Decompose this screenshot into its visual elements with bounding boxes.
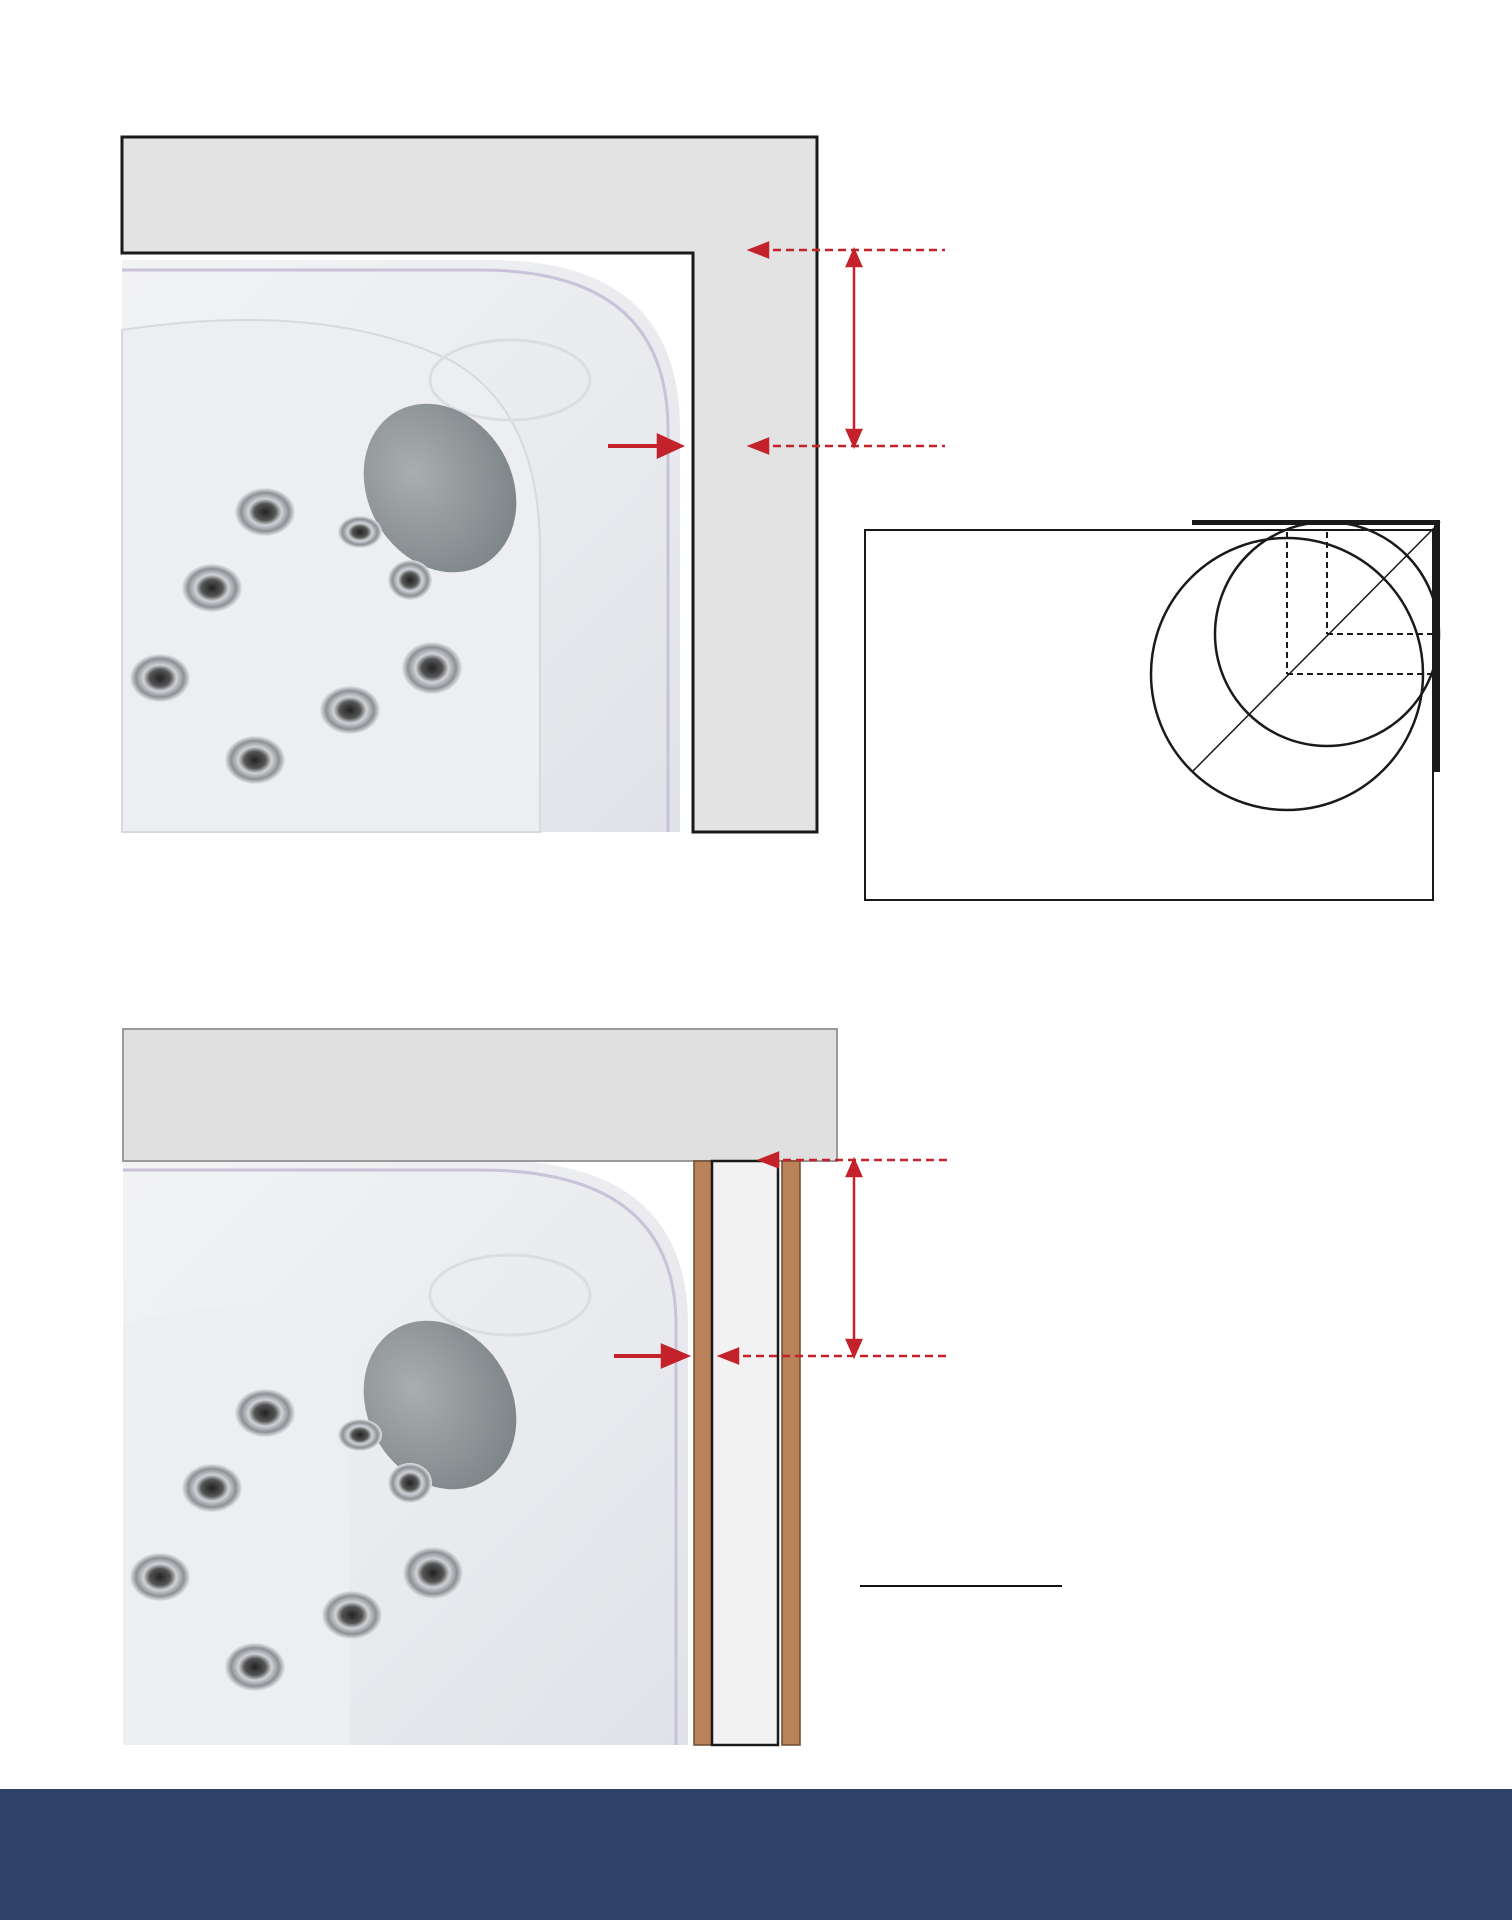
radius-measurement-field[interactable] — [854, 1554, 1062, 1587]
spa-photo — [122, 260, 680, 832]
point-arrowhead — [750, 243, 768, 257]
spa-wood-illustration — [120, 1025, 840, 1755]
diagonal-line — [1192, 522, 1440, 772]
curve-arrowhead — [750, 439, 768, 453]
radius-measurement-blank[interactable] — [860, 1561, 1062, 1587]
radius-comparison-diagram — [1140, 520, 1450, 820]
curve-arrowhead — [720, 1349, 738, 1363]
point-arrowhead — [760, 1153, 778, 1167]
curve-pointer-arrow — [662, 1345, 688, 1367]
footer-contact — [0, 1847, 1512, 1895]
top-radius-annotation — [600, 230, 960, 490]
bottom-radius-annotation — [600, 1140, 960, 1380]
curve-pointer-arrow — [658, 435, 682, 457]
